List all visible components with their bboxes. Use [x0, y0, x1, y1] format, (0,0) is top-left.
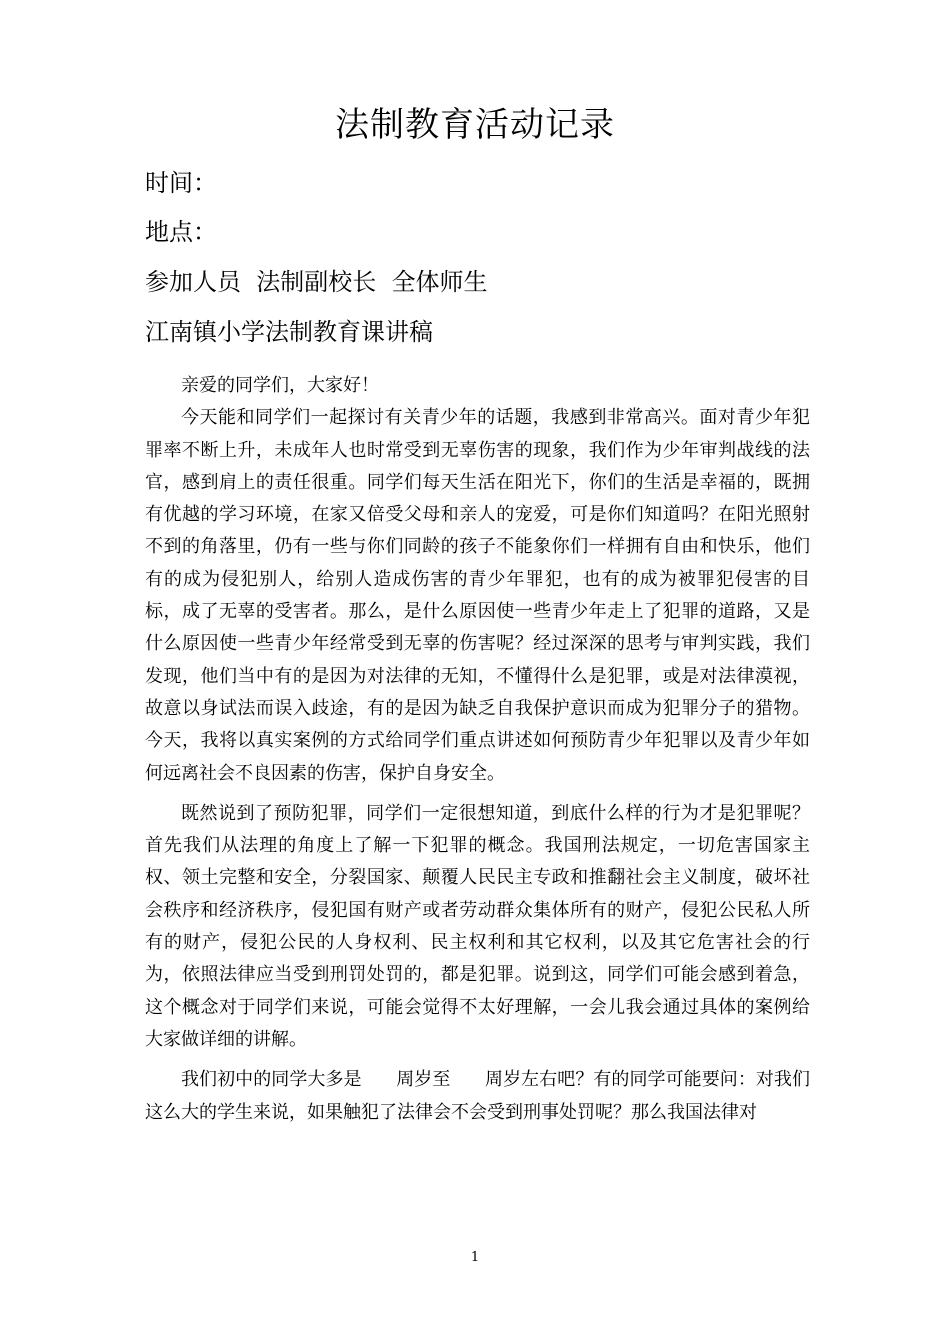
paragraph-introduction: 今天能和同学们一起探讨有关青少年的话题，我感到非常高兴。面对青少年犯罪率不断上升，未成年人也时常受到无辜伤害的现象，我们作为少年审判战线的法官，感到肩上的责任很重。同学们每天生活在阳光下，你们的生活是幸福的，既拥有优越的学习环境，在家又倍受父母和亲人的宠爱，可是你们知道吗？在阳光照射不到的角落里，仍有一些与你们同龄的孩子不能象你们一样拥有自由和快乐，他们有的成为侵犯别人，给别人造成伤害的青少年罪犯，也有的成为被罪犯侵害的目标，成了无辜的受害者。那么，是什么原因使一些青少年走上了犯罪的道路，又是什么原因使一些青少年经常受到无辜的伤害呢？经过深深的思考与审判实践，我们发现，他们当中有的是因为对法律的无知，不懂得什么是犯罪，或是对法律漠视，故意以身试法而误入歧途，有的是因为缺乏自我保护意识而成为犯罪分子的猎物。今天，我将以真实案例的方式给同学们重点讲述如何预防青少年犯罪以及青少年如何远离社会不良因素的伤害，保护自身安全。 [145, 407, 810, 784]
document-title: 法制教育活动记录 [335, 105, 615, 145]
time-field: 时间： [145, 169, 217, 197]
participants-line: 参加人员 法制副校长 全体师生 [145, 268, 488, 296]
speech-body [145, 370, 810, 1129]
page-number: 1 [470, 1250, 480, 1265]
speech-title: 江南镇小学法制教育课讲稿 [145, 318, 433, 346]
place-field: 地点： [145, 218, 217, 246]
paragraph-greeting: 亲爱的同学们，大家好！ [181, 375, 379, 396]
paragraph-crime-definition: 既然说到了预防犯罪，同学们一定很想知道，到底什么样的行为才是犯罪呢？首先我们从法理的角度上了解一下犯罪的概念。我国刑法规定，一切危害国家主权、领土完整和安全，分裂国家、颠覆人民民主专政和推翻社会主义制度，破坏社会秩序和经济秩序，侵犯国有财产或者劳动群众集体所有的财产，侵犯公民私人所有的财产，侵犯公民的人身权利、民主权利和其它权利，以及其它危害社会的行为，依照法律应当受到刑罚处罚的，都是犯罪。说到这，同学们可能会感到着急，这个概念对于同学们来说，可能会觉得不太好理解，一会儿我会通过具体的案例给大家做详细的讲解。 [145, 802, 810, 1050]
paragraph-age-question: 我们初中的同学大多是 周岁至 周岁左右吧？有的同学可能要问：对我们这么大的学生来说，如果触犯了法律会不会受到刑事处罚呢？那么我国法律对 [145, 1069, 810, 1123]
